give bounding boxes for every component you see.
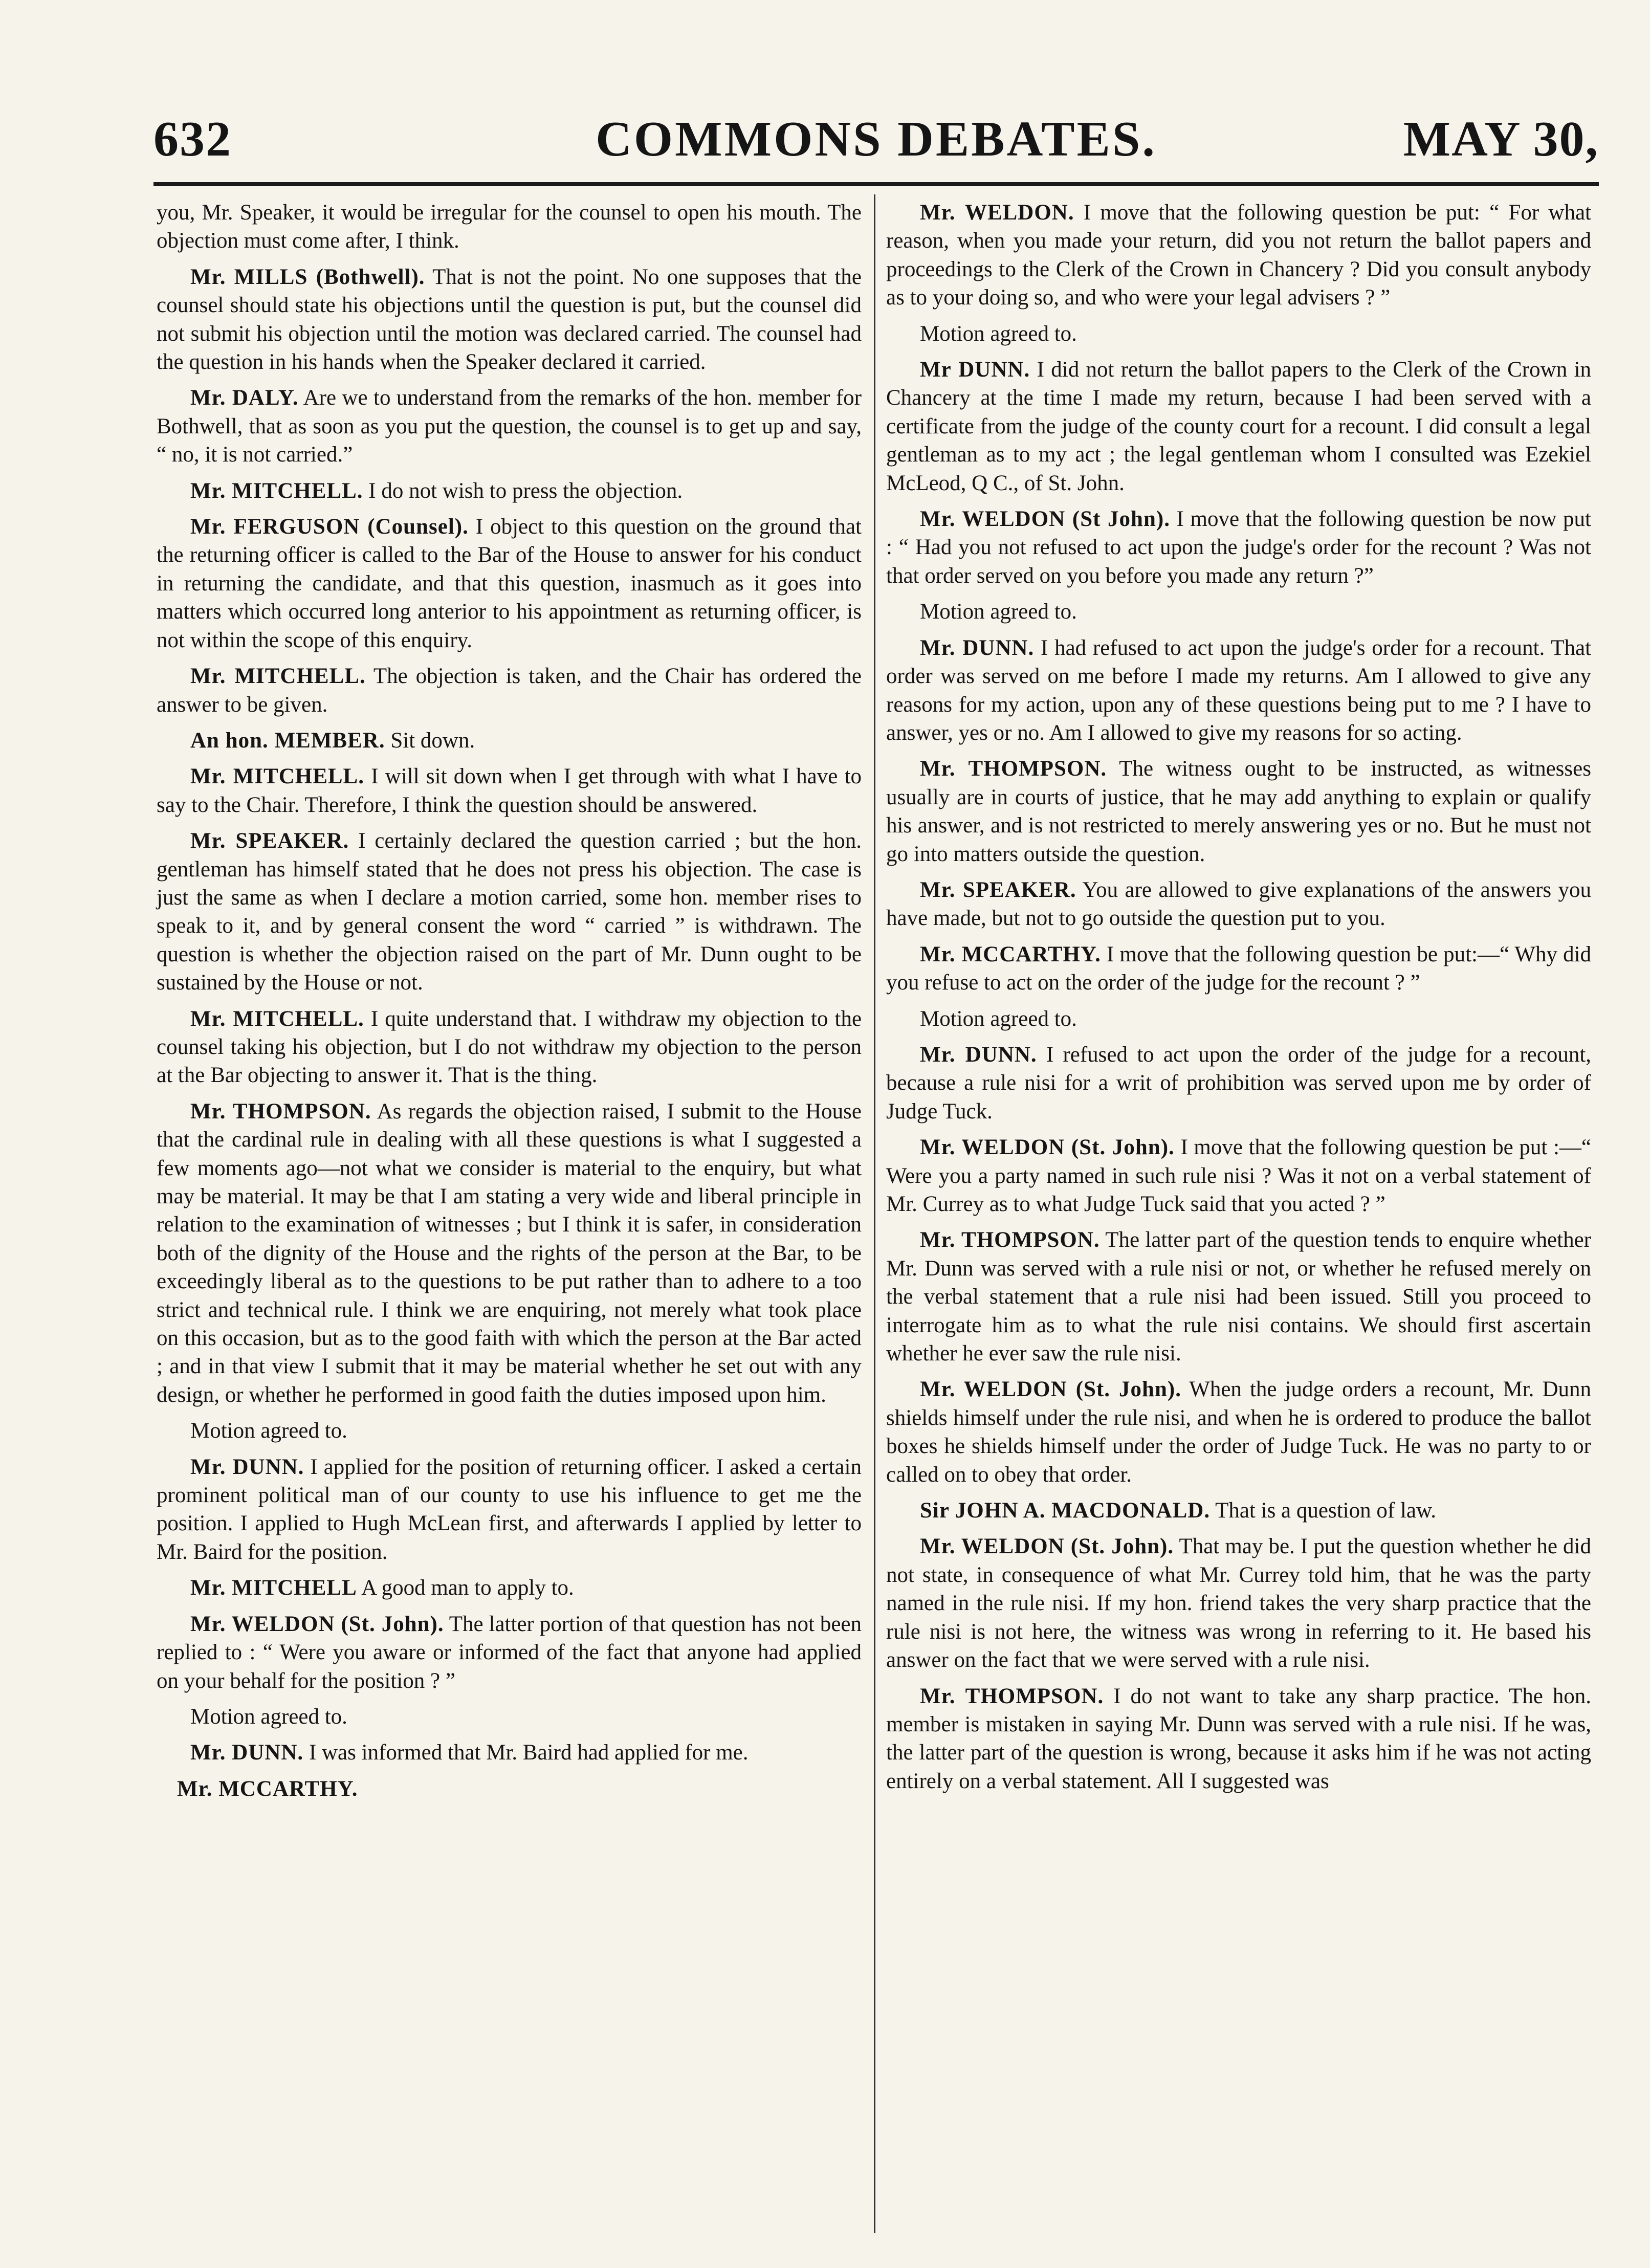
speech-text: I do not wish to press the objection. (368, 478, 683, 503)
speaker-name: An hon. MEMBER. (190, 728, 385, 753)
header-rule (153, 182, 1599, 186)
speech-paragraph (886, 1532, 1591, 1674)
speech-paragraph (886, 1682, 1591, 1796)
speech-text: you, Mr. Speaker, it would be irregular for the counsel to open his mouth. The objection must come after, I think. (157, 201, 862, 253)
speaker-name: Mr. DUNN. (920, 1042, 1037, 1067)
speech-text: The latter part of the question tends to enquire whether Mr. Dunn was served with a rule nisi or not, or whether he refused merely on the verbal statement that a rule nisi had been issued. Still you proceed to interrogate him as to what the rule nisi contains. We should first ascertain whether he ever saw the rule nisi. (886, 1228, 1591, 1366)
speech-paragraph (157, 1610, 862, 1695)
speech-text: I move that the following question be put: “ For what reason, when you made your return, did you not return the ballot papers and proceedings to the Clerk of the Crown in Chancery ? Did you consult anybody as to your doing so, and who were your legal advisers ? ” (886, 201, 1591, 310)
speech-text: I was informed that Mr. Baird had applied for me. (309, 1741, 749, 1765)
speaker-name: Mr. MCCARTHY. (177, 1776, 358, 1801)
right-column (886, 199, 1591, 1795)
speaker-name: Mr. FERGUSON (Counsel). (190, 515, 469, 539)
speech-paragraph (886, 199, 1591, 312)
speech-text: Motion agreed to. (190, 1419, 347, 1443)
speech-paragraph (886, 634, 1591, 747)
speech-text: I did not return the ballot papers to the Clerk of the Crown in Chancery at the time I made my return, because I had been served with a certificate from the judge of the county court for a recount. I did consult a legal gentleman as to my act ; the legal gentleman whom I consulted was Ezekiel McLeod, Q C., of St. John. (886, 358, 1592, 495)
speech-text: A good man to apply to. (361, 1576, 574, 1600)
speaker-name: Mr. WELDON (St John). (920, 507, 1170, 532)
speech-paragraph (157, 1417, 862, 1445)
speaker-name: Mr DUNN. (920, 358, 1030, 382)
speech-text: That is not the point. No one supposes that the counsel should state his objections until the question is put, but the counsel did not submit his objection until the motion was declared carried. The counsel had the question in his hands when the Speaker declared it carried. (157, 265, 862, 375)
header-date: MAY 30, (1403, 112, 1599, 167)
speech-paragraph (886, 320, 1591, 348)
speaker-name: Mr. MITCHELL. (190, 764, 364, 789)
speech-text: You are allowed to give explanations of the answers you have made, but not to go outside the question put to you. (886, 877, 1592, 931)
page-header (153, 111, 1599, 187)
speaker-name: Mr. MITCHELL. (190, 1006, 364, 1031)
speech-text: As regards the objection raised, I submit to the House that the cardinal rule in dealing with all these questions is what I suggested a few moments ago—not what we consider is material to the enquiry, but what may be material. It may be that I am stating a very wide and liberal principle in relation to the examination of witnesses ; but I think it is safer, in consideration both of the dignity of the House and the rights of the person at the Bar, to be exceedingly liberal as to the questions to be put rather than to adhere to a too strict and technical rule. I think we are enquiring, not merely what took place on this occasion, but as to the good faith with which the person at the Bar acted ; and in that view I submit that it may be material whether he set out with any design, or whether he performed in good faith the duties imposed upon him. (157, 1099, 862, 1407)
speaker-name: Mr. WELDON (St. John). (920, 1135, 1175, 1160)
speech-text: Motion agreed to. (190, 1704, 347, 1729)
column-divider (874, 194, 875, 2233)
speaker-name: Mr. DUNN. (920, 635, 1035, 660)
speech-paragraph (157, 1097, 862, 1409)
speaker-name: Mr. DUNN. (190, 1455, 304, 1479)
speech-text: Sit down. (390, 728, 475, 753)
speech-paragraph (886, 505, 1591, 590)
running-title: COMMONS DEBATES. (596, 112, 1157, 167)
speech-paragraph (886, 876, 1591, 933)
speech-text: I move that the following question be put:—“ Why did you refuse to act on the order of the judge for the recount ? ” (886, 942, 1592, 995)
speaker-name: Mr. MITCHELL (190, 1576, 357, 1600)
speaker-name: Mr. DALY. (190, 386, 299, 410)
speaker-name: Mr. THOMPSON. (920, 757, 1107, 781)
speech-text: I will sit down when I get through with what I have to say to the Chair. Therefore, I think the question should be answered. (157, 764, 862, 817)
speaker-name: Mr. WELDON. (920, 201, 1074, 225)
speech-text: Motion agreed to. (920, 321, 1077, 346)
speech-paragraph (157, 1453, 862, 1567)
speech-paragraph (886, 598, 1591, 626)
speech-text: Are we to understand from the remarks of the hon. member for Bothwell, that as soon as you put the question, the counsel is to get up and say, “ no, it is not carried.” (157, 386, 862, 467)
speech-paragraph (886, 940, 1591, 997)
speech-paragraph (886, 1005, 1591, 1033)
speech-text: I move that the following question be now put : “ Had you not refused to act upon the judge's order for the recount ? Was not that order served on you before you made any return ?” (886, 507, 1591, 588)
page-number: 632 (153, 112, 232, 167)
speech-paragraph (886, 1041, 1591, 1126)
speaker-name: Mr. THOMPSON. (920, 1228, 1100, 1252)
speaker-name: Mr. WELDON (St. John). (920, 1534, 1174, 1559)
speech-text: When the judge orders a recount, Mr. Dunn shields himself under the rule nisi, and when he is ordered to produce the ballot boxes he shields himself under the order of Judge Tuck. He was no party to or called on to obey that order. (886, 1377, 1591, 1487)
speaker-name: Mr. THOMPSON. (190, 1099, 371, 1124)
speaker-name: Mr. WELDON (St. John). (920, 1377, 1181, 1402)
speaker-name: Mr. MITCHELL. (190, 664, 366, 689)
speaker-name: Mr. WELDON (St. John). (190, 1612, 444, 1636)
speech-text: That is a question of law. (1215, 1499, 1436, 1523)
speech-text: I applied for the position of returning officer. I asked a certain prominent political man of our county to use his influence to get me the position. I applied to Hugh McLean first, and afterwards I applied by letter to Mr. Baird for the position. (157, 1455, 862, 1564)
speaker-name: Sir JOHN A. MACDONALD. (920, 1499, 1211, 1523)
speech-paragraph (157, 263, 862, 377)
speech-paragraph (157, 827, 862, 997)
speech-text: The latter portion of that question has not been replied to : “ Were you aware or informed of the fact that anyone had applied on your behalf for the position ? ” (157, 1612, 862, 1693)
speaker-name: Mr. MCCARTHY. (920, 942, 1101, 966)
speech-paragraph (157, 662, 862, 719)
speaker-name: Mr. MILLS (Bothwell). (190, 265, 425, 289)
speech-paragraph (157, 199, 862, 255)
speech-text: I object to this question on the ground that the returning officer is called to the Bar of the House to answer for his conduct in returning the candidate, and that this question, inasmuch as it goes into matters which occurred long anterior to his appointment as returning officer, is not within the scope of this enquiry. (157, 515, 862, 652)
speaker-name: Mr. THOMPSON. (920, 1684, 1104, 1708)
speaker-name: Mr. SPEAKER. (920, 877, 1076, 902)
speech-text: I certainly declared the question carried ; but the hon. gentleman has himself stated that he does not press his objection. The case is just the same as when I declare a motion carried, some hon. member rises to speak to it, and by general consent the word “ carried ” is withdrawn. The question is whether the objection raised on the part of Mr. Dunn ought to be sustained by the House or not. (157, 829, 862, 995)
speech-text: Motion agreed to. (920, 1006, 1077, 1031)
speech-paragraph (157, 762, 862, 819)
speech-paragraph (886, 1375, 1591, 1489)
left-column (157, 199, 862, 1803)
speaker-name: Mr. MITCHELL. (190, 478, 363, 503)
speech-paragraph (886, 1496, 1591, 1525)
speech-text: I refused to act upon the order of the judge for a recount, because a rule nisi for a writ of prohibition was served upon me by order of Judge Tuck. (886, 1042, 1592, 1124)
speech-paragraph (157, 513, 862, 654)
speech-paragraph (886, 356, 1591, 497)
speech-paragraph (157, 384, 862, 469)
speech-text: I quite understand that. I withdraw my objection to the counsel taking his objection, but I do not withdraw my objection to the person at the Bar objecting to answer it. That is the thing. (157, 1006, 862, 1088)
speech-text: The objection is taken, and the Chair has ordered the answer to be given. (157, 664, 862, 717)
speech-paragraph (157, 1703, 862, 1731)
speech-paragraph (157, 477, 862, 505)
speech-paragraph (157, 1005, 862, 1090)
speech-paragraph (157, 1738, 862, 1767)
speech-text: The witness ought to be instructed, as witnesses usually are in courts of justice, that he may add anything to explain or qualify his answer, and is not restricted to merely answering yes or no. But he must not go into matters outside the question. (886, 757, 1591, 866)
speech-paragraph (157, 1775, 862, 1803)
speaker-name: Mr. SPEAKER. (190, 829, 349, 853)
speech-paragraph (886, 1133, 1591, 1218)
speech-paragraph (157, 1574, 862, 1602)
speech-text: I move that the following question be put :—“ Were you a party named in such rule nisi ? Was it not on a verbal statement of Mr. Currey as to what Judge Tuck said that you acted ? ” (886, 1135, 1591, 1216)
speech-paragraph (886, 755, 1591, 868)
speech-paragraph (886, 1226, 1591, 1368)
speech-text: I had refused to act upon the judge's order for a recount. That order was served on me before I made my returns. Am I allowed to give any reasons for my action, upon any of these questions being put to me ? I have to answer, yes or no. Am I allowed to give my reasons for so acting. (886, 635, 1592, 745)
speech-paragraph (157, 726, 862, 755)
speech-text: Motion agreed to. (920, 600, 1077, 624)
speech-text: That may be. I put the question whether he did not state, in consequence of what Mr. Currey told him, that he was the party named in the rule nisi. If my hon. friend takes the very sharp practice that the rule nisi is not here, the witness was wrong in referring to it. He based his answer on the fact that we were served with a rule nisi. (886, 1534, 1591, 1672)
speaker-name: Mr. DUNN. (190, 1741, 304, 1765)
speech-text: I do not want to take any sharp practice. The hon. member is mistaken in saying Mr. Dunn was served with a rule nisi. If he was, the latter part of the question is wrong, because it asks him if he was not acting entirely on a verbal statement. All I suggested was (886, 1684, 1591, 1793)
